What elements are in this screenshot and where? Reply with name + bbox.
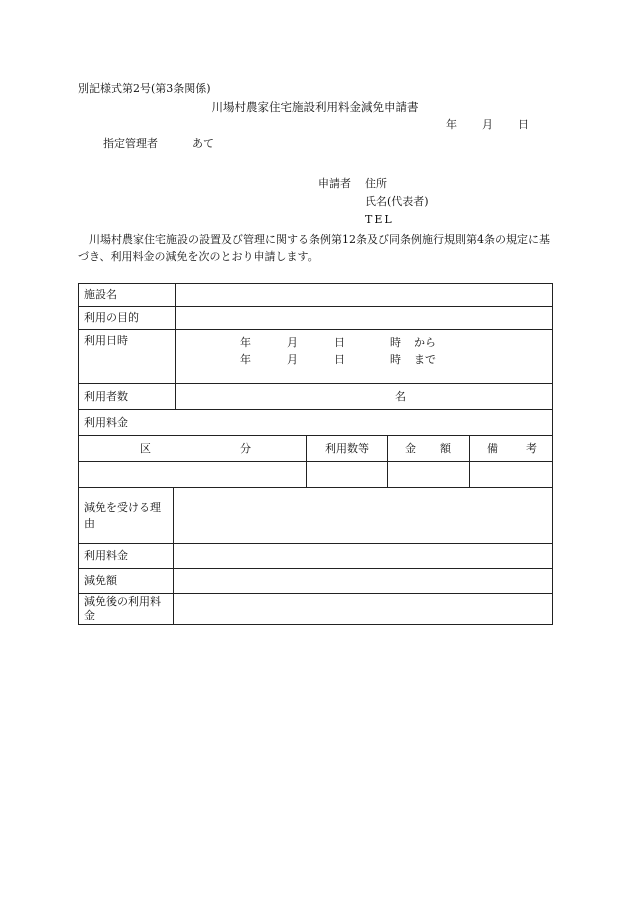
addressee-name: 指定管理者 <box>103 137 158 150</box>
addressee-suffix: あて <box>192 137 214 150</box>
row-fee <box>79 544 553 569</box>
fee-section-label: 利用料金 <box>79 410 553 436</box>
date-day: 日 <box>518 118 529 131</box>
datetime-until-row <box>181 351 547 368</box>
until-hour: 時 <box>390 352 401 366</box>
fee-field[interactable] <box>174 544 553 569</box>
from-suffix: から <box>414 335 436 349</box>
fee-remarks-field[interactable] <box>470 462 553 488</box>
application-table <box>78 283 553 488</box>
row-fee-entry <box>79 462 553 488</box>
applicant-label: 申請者 <box>318 177 351 190</box>
date-year: 年 <box>446 118 457 131</box>
date-month: 月 <box>482 118 493 131</box>
after-fee-field[interactable] <box>174 594 553 625</box>
applicant-address-label: 住所 <box>365 177 387 190</box>
until-suffix: まで <box>414 352 436 366</box>
users-label: 利用者数 <box>79 384 176 410</box>
fee-label: 利用料金 <box>79 544 174 569</box>
from-month: 月 <box>287 335 298 349</box>
header-kubun-2: 分 <box>240 441 251 455</box>
purpose-label: 利用の目的 <box>79 307 176 330</box>
row-datetime <box>79 330 553 384</box>
header-count: 利用数等 <box>307 436 388 462</box>
row-reason <box>79 488 553 544</box>
users-field[interactable] <box>176 384 553 410</box>
until-month: 月 <box>287 352 298 366</box>
row-users <box>79 384 553 410</box>
datetime-field[interactable] <box>176 330 553 384</box>
header-kubun-1: 区 <box>140 441 151 455</box>
reason-label: 減免を受ける理由 <box>79 488 174 544</box>
row-purpose <box>79 307 553 330</box>
header-amount-2: 額 <box>440 441 451 455</box>
application-statement: 川場村農家住宅施設の設置及び管理に関する条例第12条及び同条例施行規則第4条の規定に基づき、利用料金の減免を次のとおり申請します。 <box>78 233 550 263</box>
datetime-from-row <box>181 334 547 351</box>
row-after-fee <box>79 594 553 625</box>
from-day: 日 <box>334 335 345 349</box>
until-year: 年 <box>240 352 251 366</box>
row-facility-name <box>79 284 553 307</box>
row-fee-headers <box>79 436 553 462</box>
header-amount <box>388 436 470 462</box>
reason-field[interactable] <box>174 488 553 544</box>
fee-count-field[interactable] <box>307 462 388 488</box>
reduction-field[interactable] <box>174 569 553 594</box>
addressee-line <box>103 137 214 151</box>
after-fee-label: 減免後の利用料金 <box>79 594 174 625</box>
header-remarks <box>470 436 553 462</box>
fee-amount-field[interactable] <box>388 462 470 488</box>
row-fee-section <box>79 410 553 436</box>
form-number-label: 別記様式第2号(第3条関係) <box>78 82 211 95</box>
until-day: 日 <box>334 352 345 366</box>
reduction-table <box>78 487 553 625</box>
header-remarks-1: 備 <box>487 441 498 455</box>
row-reduction <box>79 569 553 594</box>
from-year: 年 <box>240 335 251 349</box>
facility-name-field[interactable] <box>176 284 553 307</box>
reduction-label: 減免額 <box>79 569 174 594</box>
applicant-name-label: 氏名(代表者) <box>365 195 429 208</box>
facility-name-label: 施設名 <box>79 284 176 307</box>
users-unit: 名 <box>395 389 406 403</box>
fee-kubun-field[interactable] <box>79 462 307 488</box>
document-title: 川場村農家住宅施設利用料金減免申請書 <box>211 100 419 114</box>
date-line <box>446 118 529 132</box>
purpose-field[interactable] <box>176 307 553 330</box>
from-hour: 時 <box>390 335 401 349</box>
datetime-label: 利用日時 <box>79 330 176 384</box>
header-remarks-2: 考 <box>526 441 537 455</box>
header-kubun <box>79 436 307 462</box>
header-amount-1: 金 <box>405 441 416 455</box>
applicant-tel-label: TEL <box>365 213 394 226</box>
